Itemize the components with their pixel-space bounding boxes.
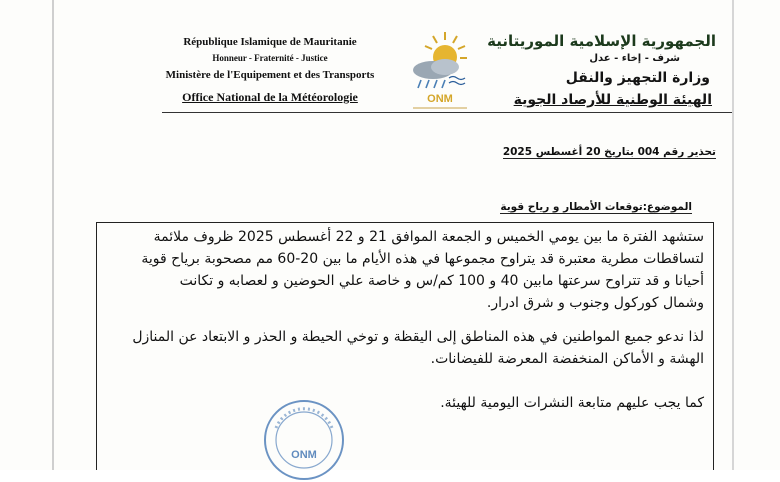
- ar-ministry-name: وزارة التجهيز والنقل: [565, 70, 710, 86]
- ar-republic-name: الجمهورية الإسلامية الموريتانية: [487, 32, 716, 50]
- subject-line: الموضوع:توقعات الأمطار و رياح قوية: [500, 201, 692, 213]
- call-line: لذا ندعو جميع المواطنين في هذه المناطق إلى اليقظة و توخي الحيطة و الحذر و الابتعاد عن المنازل: [132, 329, 704, 345]
- sun-cloud-rain-logo-icon: [405, 30, 475, 112]
- closing-line: كما يجب عليهم متابعة النشرات اليومية للهيئة.: [440, 395, 704, 411]
- page-edge-left: [52, 0, 54, 470]
- page-edge-right: [732, 0, 734, 470]
- fr-office-name: Office National de la Météorologie: [182, 90, 358, 104]
- warning-reference: تحذير رقم 004 بتاريخ 20 أغسطس 2025: [502, 146, 716, 158]
- body-line: ستشهد الفترة ما بين يومي الخميس و الجمعة الموافق 21 و 22 أغسطس 2025 ظروف ملائمة: [153, 229, 704, 245]
- logo-text: ONM: [427, 93, 453, 105]
- body-line: لتساقطات مطرية معتبرة قد يتراوح مجموعها في هذه الأيام ما بين 20-60 مم مصحوبة برياح قوية: [141, 251, 704, 267]
- body-line: أحيانا و قد تتراوح سرعتها مابين 40 و 100 كم/س و خاصة علي الحوضين و لعصابه و تكانت: [179, 273, 704, 289]
- ar-motto: شرف - إخاء - عدل: [589, 53, 680, 64]
- fr-ministry-name: Ministère de l'Equipement et des Transports: [165, 69, 375, 81]
- fr-motto: Honneur - Fraternité - Justice: [212, 53, 328, 63]
- ar-office-name: الهيئة الوطنية للأرصاد الجوية: [513, 92, 712, 108]
- fr-republic-name: République Islamique de Mauritanie: [183, 36, 357, 48]
- stamp-text: ONM: [291, 449, 317, 461]
- body-line: وشمال كوركول وجنوب و شرق ادرار.: [486, 295, 704, 311]
- header-divider: [162, 112, 732, 113]
- call-line: الهشة و الأماكن المنخفضة المعرضة للفيضانات.: [430, 351, 704, 367]
- official-stamp-icon: [262, 398, 346, 482]
